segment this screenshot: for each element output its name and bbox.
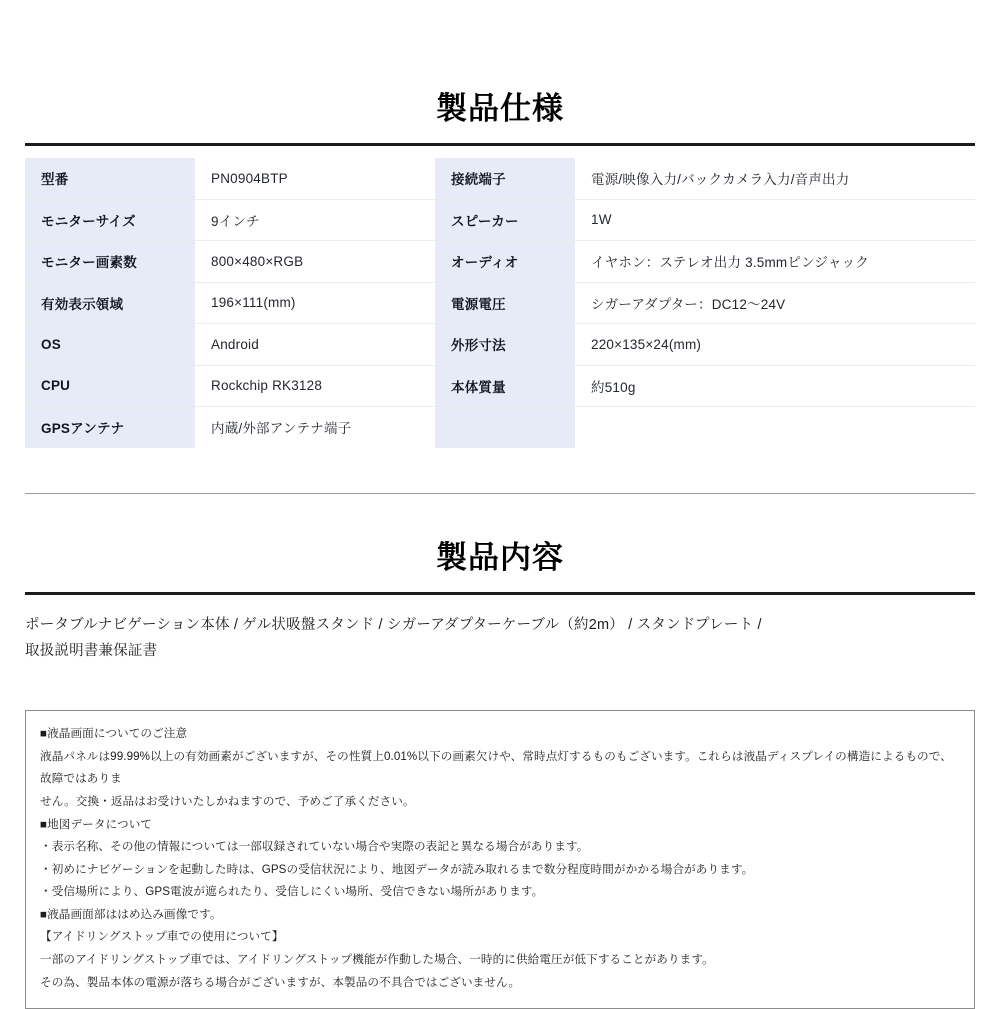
notice-line: ・初めにナビゲーションを起動した時は、GPSの受信状況により、地図データが読み取れるまで数分程度時間がかかる場合があります。	[40, 862, 754, 876]
spec-label	[435, 407, 575, 448]
notice-line: その為、製品本体の電源が落ちる場合がございますが、本製品の不具合ではございません。	[40, 975, 521, 989]
notice-line: ・受信場所により、GPS電波が遮られたり、受信しにくい場所、受信できない場所があります。	[40, 885, 544, 899]
spec-value: イヤホン：ステレオ出力 3.5mmピンジャック	[575, 241, 975, 282]
table-row	[435, 200, 975, 242]
table-row	[25, 158, 435, 200]
spec-label: 有効表示領域	[25, 283, 195, 324]
contents-heading-divider	[25, 592, 975, 595]
table-row	[25, 241, 435, 283]
table-row	[25, 366, 435, 408]
table-row	[435, 283, 975, 325]
notice-box	[25, 710, 975, 1009]
spec-value: 220×135×24(mm)	[575, 324, 975, 365]
spec-value: 電源/映像入力/バックカメラ入力/音声出力	[575, 158, 975, 199]
spec-value: 800×480×RGB	[195, 241, 435, 282]
spec-label: 外形寸法	[435, 324, 575, 365]
spec-label: 本体質量	[435, 366, 575, 407]
spec-label: 電源電圧	[435, 283, 575, 324]
spec-table	[25, 158, 975, 448]
spec-label: GPSアンテナ	[25, 407, 195, 448]
spec-value	[575, 407, 975, 448]
table-row	[25, 324, 435, 366]
notice-line: ・表示名称、その他の情報については一部収録されていない場合や実際の表記と異なる場合があります。	[40, 840, 589, 854]
spec-label: CPU	[25, 366, 195, 407]
table-row	[435, 366, 975, 408]
table-row	[25, 283, 435, 325]
spec-label: 接続端子	[435, 158, 575, 199]
spec-section-heading: 製品仕様	[436, 91, 564, 126]
spec-label: スピーカー	[435, 200, 575, 241]
spec-value: 約510g	[575, 366, 975, 407]
spec-label: モニターサイズ	[25, 200, 195, 241]
table-row	[25, 200, 435, 242]
notice-line: ■液晶画面部ははめ込み画像です。	[40, 907, 222, 921]
spec-value: 196×111(mm)	[195, 283, 435, 324]
table-row	[435, 158, 975, 200]
spec-value: PN0904BTP	[195, 158, 435, 199]
spec-heading-divider	[25, 143, 975, 146]
spec-value: シガーアダプター：DC12〜24V	[575, 283, 975, 324]
notice-line: 一部のアイドリングストップ車では、アイドリングストップ機能が作動した場合、一時的に供給電圧が低下することがあります。	[40, 953, 714, 967]
spec-label: モニター画素数	[25, 241, 195, 282]
contents-section-heading: 製品内容	[436, 539, 564, 575]
table-row-empty	[435, 407, 975, 448]
contents-body	[25, 612, 975, 666]
table-row	[435, 324, 975, 366]
spec-value: 9インチ	[195, 200, 435, 241]
spec-value: Android	[195, 324, 435, 365]
contents-line-1: ポータブルナビゲーション本体 / ゲル状吸盤スタンド / シガーアダプターケーブル（約2m） / スタンドプレート /	[25, 616, 762, 633]
notice-line: 液晶パネルは99.99%以上の有効画素がございますが、その性質上0.01%以下の画素欠けや、常時点灯するものもございます。これらは液晶ディスプレイの構造によるもので、故障ではありま	[40, 749, 952, 786]
spec-value: 内蔵/外部アンテナ端子	[195, 407, 435, 448]
spec-table-left-column	[25, 158, 435, 448]
spec-label: 型番	[25, 158, 195, 199]
notice-line: せん。交換・返品はお受けいたしかねますので、予めご了承ください。	[40, 794, 415, 808]
notice-line: 【アイドリングストップ車での使用について】	[40, 930, 284, 944]
spec-value: 1W	[575, 200, 975, 241]
notice-line: ■液晶画面についてのご注意	[40, 727, 188, 741]
spec-value: Rockchip RK3128	[195, 366, 435, 407]
spec-table-right-column	[435, 158, 975, 448]
spec-label: オーディオ	[435, 241, 575, 282]
notice-line: ■地図データについて	[40, 817, 153, 831]
table-row	[435, 241, 975, 283]
table-row	[25, 407, 435, 448]
spec-label: OS	[25, 324, 195, 365]
contents-line-2: 取扱説明書兼保証書	[25, 643, 158, 660]
